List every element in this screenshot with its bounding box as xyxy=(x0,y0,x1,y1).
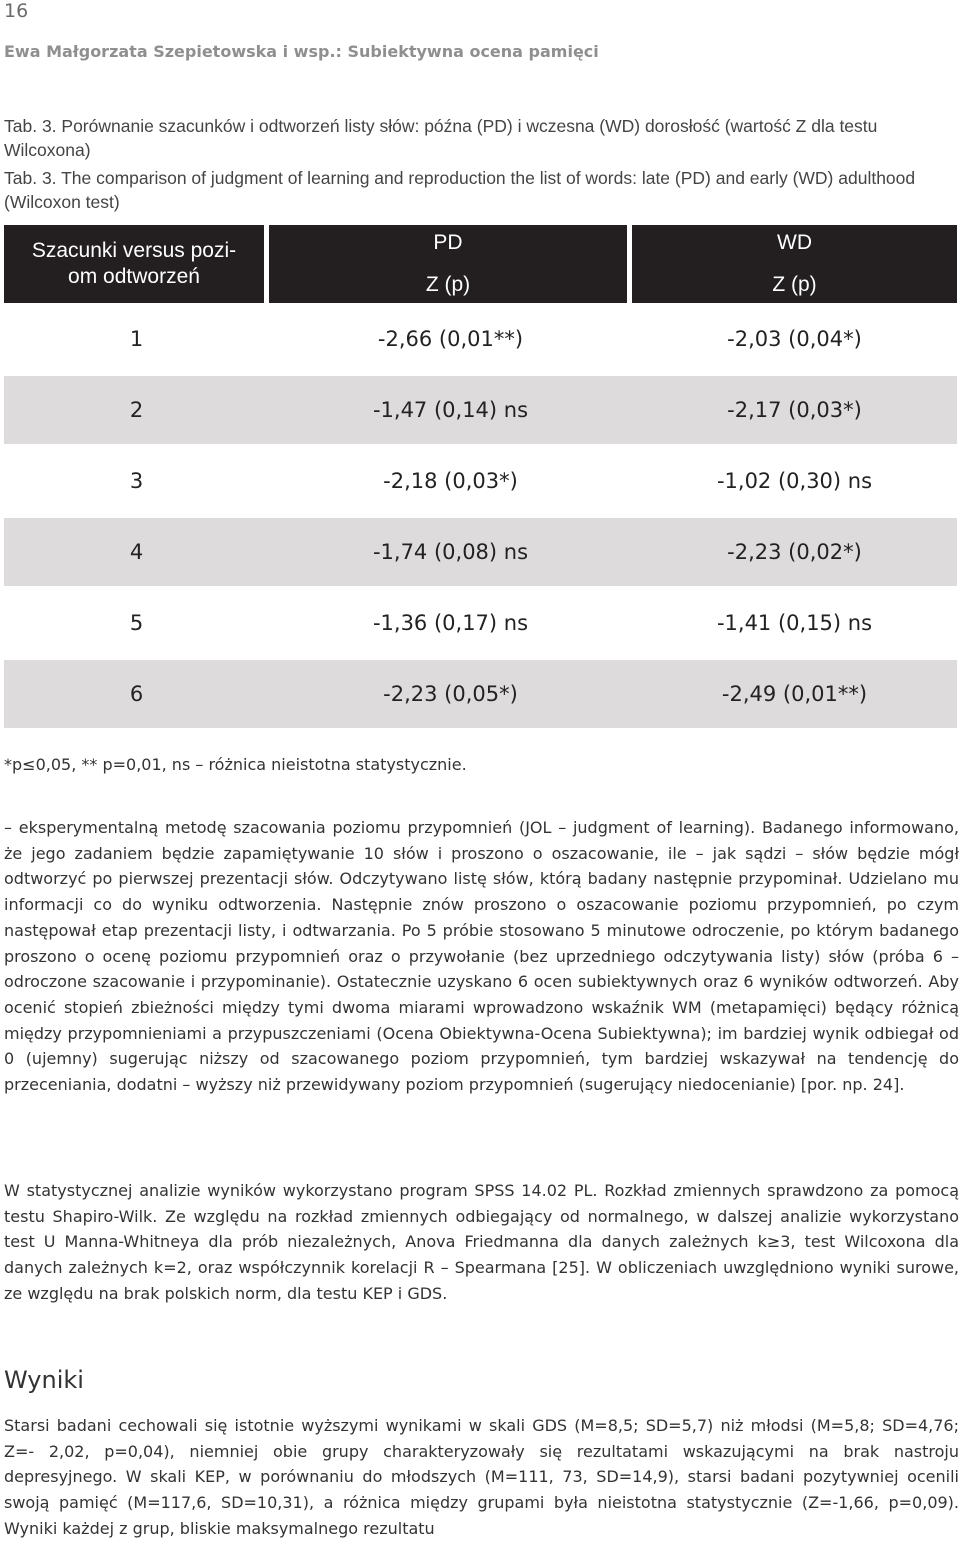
body-paragraph-method: – eksperymentalną metodę szacowania poziomu przypomnień (JOL – judgment of learning). Badanego informowano, że jego zadaniem będzie zapamiętywanie 10 słów i proszono o oszacowanie, ile – jak sądzi – słów będzie mógł odtworzyć po pierwszej prezentacji słów. Odczytywano listę słów, którą badany następnie przypominał. Udzielano mu informacji co do wyniku odtworzenia. Następnie znów proszono o oszacowanie poziomu przypomnień, po czym następował etap prezentacji listy, i odtwarzania. Po 5 próbie stosowano 5 minutowe odroczenie, po którym badanego proszono o ocenę poziomu przypomnień oraz o przywołanie (bez uprzedniego odczytywania listy) słów (próba 6 – odroczone szacowanie i przypominanie). Ostatecznie uzyskano 6 ocen subiektywnych oraz 6 wyników odtworzeń. Aby ocenić stopień zbieżności między tymi dwoma miarami wprowadzono wskaźnik WM (metapamięci) będący różnicą między przypomnieniami a przypuszczeniami (Ocena Obiektywna-Ocena Subiektywna); im bardziej wynik odbiegał od 0 (ujemny) sugerując niższy od szacowanego poziom przypomnień, tym bardziej wskazywał na tendencję do przeceniania, dodatni – wyższy niż przewidywany poziom przypomnień (sugerujący niedocenianie) [por. np. 24]. xyxy=(4,818,959,1095)
row-number-cell: 3 xyxy=(129,469,144,493)
wd-value-cell: -2,49 (0,01**) xyxy=(721,682,868,706)
table-header-wd xyxy=(632,225,957,303)
table-row xyxy=(4,305,957,373)
pd-value-cell: -1,47 (0,14) ns xyxy=(372,398,529,422)
table-header-pd-title: PD xyxy=(433,231,463,254)
table-header-label-text: Szacunki versus pozi- om odtworzeń xyxy=(31,239,237,288)
wd-value-cell: -2,23 (0,02*) xyxy=(727,540,862,564)
table-caption-english: Tab. 3. The comparison of judgment of learning and reproduction the list of words: late (PD) and early (WD) adulthood (Wilcoxon test) xyxy=(4,168,916,212)
table-header-wd-sub: Z (p) xyxy=(772,273,817,296)
row-number-cell: 2 xyxy=(129,398,144,422)
page-number: 16 xyxy=(4,0,29,22)
table-footnote: *p≤0,05, ** p=0,01, ns – różnica nieistotna statystycznie. xyxy=(4,755,467,774)
wd-value-cell: -2,17 (0,03*) xyxy=(727,398,862,422)
table-row xyxy=(4,447,957,515)
table-row xyxy=(4,376,957,444)
row-number-cell: 5 xyxy=(129,611,144,635)
table-header-label xyxy=(4,225,264,303)
running-head: Ewa Małgorzata Szepietowska i wsp.: Subiektywna ocena pamięci xyxy=(4,42,599,61)
wd-value-cell: -1,02 (0,30) ns xyxy=(716,469,873,493)
table-caption-polish: Tab. 3. Porównanie szacunków i odtworzeń listy słów: późna (PD) i wczesna (WD) dorosłość (wartość Z dla testu Wilcoxona) xyxy=(4,116,878,160)
table-row xyxy=(4,518,957,586)
pd-value-cell: -2,66 (0,01**) xyxy=(377,327,524,351)
pd-value-cell: -2,23 (0,05*) xyxy=(383,682,518,706)
row-number-cell: 4 xyxy=(129,540,144,564)
wd-value-cell: -2,03 (0,04*) xyxy=(727,327,862,351)
table-header-pd xyxy=(269,225,627,303)
section-heading: Wyniki xyxy=(4,1366,84,1394)
wd-value-cell: -1,41 (0,15) ns xyxy=(716,611,873,635)
row-number-cell: 1 xyxy=(129,327,144,351)
pd-value-cell: -1,36 (0,17) ns xyxy=(372,611,529,635)
table-header-pd-sub: Z (p) xyxy=(425,273,471,296)
pd-value-cell: -1,74 (0,08) ns xyxy=(372,540,529,564)
table-header-wd-title: WD xyxy=(777,231,812,254)
pd-value-cell: -2,18 (0,03*) xyxy=(383,469,518,493)
body-paragraph-statistics: W statystycznej analizie wyników wykorzystano program SPSS 14.02 PL. Rozkład zmiennych sprawdzono za pomocą testu Shapiro-Wilk. Ze względu na rozkład zmiennych odbiegający od normalnego, w dalszej analizie wykorzystano test U Manna-Whitneya dla prób niezależnych, Anova Friedmanna dla danych zależnych k≥3, test Wilcoxona dla danych zależnych k=2, oraz współczynnik korelacji R – Spearmana [25]. W obliczeniach uwzględniono wyniki surowe, ze względu na brak polskich norm, dla testu KEP i GDS. xyxy=(4,1181,959,1303)
table-row xyxy=(4,660,957,728)
row-number-cell: 6 xyxy=(129,682,144,706)
table-row xyxy=(4,589,957,657)
body-paragraph-results: Starsi badani cechowali się istotnie wyższymi wynikami w skali GDS (M=8,5; SD=5,7) niż młodsi (M=5,8; SD=4,76; Z=- 2,02, p=0,04), niemniej obie grupy charakteryzowały się rezultatami wskazującymi na brak nastroju depresyjnego. W skali KEP, w porównaniu do młodszych (M=111, 73, SD=14,9), starsi badani pozytywniej ocenili swoją pamięć (M=117,6, SD=10,31), a różnica między grupami była nieistotna statystycznie (Z=-1,66, p=0,09). Wyniki każdej z grup, bliskie maksymalnego rezultatu xyxy=(4,1416,959,1538)
